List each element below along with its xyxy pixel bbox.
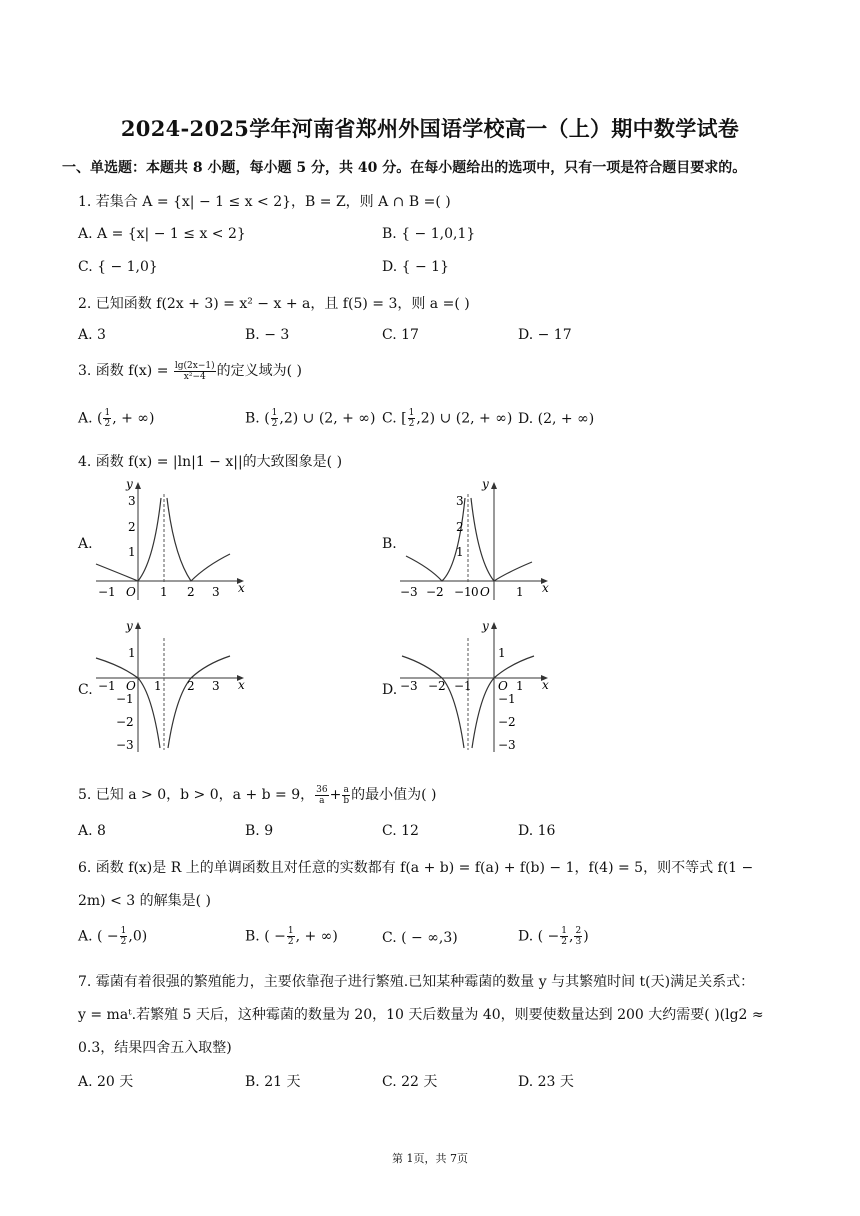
q4-option-d-label: D. [382,682,398,698]
frac-den: 2 [561,937,568,947]
tick-label: −1 [98,679,116,693]
tick-label: 2 [456,520,464,534]
tick-label: x [542,678,549,692]
q3-option-a [78,408,154,429]
tick-label: O [480,585,490,599]
q6-line1: 6. 函数 f(x)是 R 上的单调函数且对任意的实数都有 f(a + b) = f(a) + f(b) − 1，f(4) = 5，则不等式 f(1 − [78,860,754,876]
q7-option-b: B. 21 天 [245,1074,301,1090]
frac-num: 1 [271,408,278,418]
q3-b-pre: B. ( [245,410,270,427]
q6-line2: 2m) < 3 的解集是( ) [78,893,212,909]
q5-option-c: C. 12 [382,823,419,839]
q4-option-c-label: C. [78,682,93,698]
frac-den: b [343,795,350,806]
frac-den: 2 [408,419,415,429]
q6-option-c: C. ( − ∞,3) [382,930,458,946]
tick-label: 1 [498,646,506,660]
q1-option-d: D. { − 1} [382,259,449,275]
q6-d-pre: D. ( − [518,928,560,945]
tick-label: −3 [400,585,418,599]
q2-option-c: C. 17 [382,327,419,343]
tick-label: y [126,477,133,491]
tick-label: 2 [187,679,195,693]
frac-num: 36 [316,784,328,795]
q1-stem: 1. 若集合 A = {x| − 1 ≤ x < 2}，B = Z，则 A ∩ B =( ) [78,194,451,210]
graph-d [396,616,556,756]
tick-label: x [238,581,245,595]
q5-option-b: B. 9 [245,823,274,839]
q3-b-post: ,2) ∪ (2, + ∞) [279,410,376,427]
q4-option-a-label: A. [78,536,93,552]
q6-b-pre: B. ( − [245,928,286,945]
tick-label: −1 [98,585,116,599]
tick-label: 3 [128,494,136,508]
q1-option-a: A. A = {x| − 1 ≤ x < 2} [78,226,246,242]
frac-den: 2 [287,937,294,947]
q3-stem-pre: 3. 函数 f(x) = [78,363,173,379]
q5-stem-post: 的最小值为( ) [351,787,437,803]
tick-label: O [498,679,508,693]
tick-label: O [126,585,136,599]
q3-stem-post: 的定义域为( ) [216,363,302,379]
tick-label: −3 [498,738,516,752]
tick-label: O [126,679,136,693]
tick-label: y [482,477,489,491]
tick-label: y [482,619,489,633]
page-footer: 第 1页，共 7页 [392,1152,468,1165]
tick-label: 3 [456,494,464,508]
q2-option-b: B. − 3 [245,327,290,343]
tick-label: 1 [516,679,524,693]
tick-label: 1 [154,679,162,693]
tick-label: 1 [128,646,136,660]
q6-d-post: ) [583,928,589,945]
q5-option-a: A. 8 [78,823,106,839]
page-title: 2024-2025学年河南省郑州外国语学校高一（上）期中数学试卷 [120,116,740,141]
tick-label: 3 [212,679,220,693]
section-heading: 一、单选题：本题共 8 小题，每小题 5 分，共 40 分。在每小题给出的选项中，只有一项是符合题目要求的。 [62,160,747,176]
tick-label: −2 [116,715,134,729]
q3-stem [78,360,302,382]
graph-a [92,476,252,604]
q3-frac-den: x²−4 [183,371,206,382]
q6-option-a [78,926,147,947]
frac-num: 1 [287,926,294,936]
tick-label: 2 [128,520,136,534]
q2-stem: 2. 已知函数 f(2x + 3) = x² − x + a，且 f(5) = 3，则 a =( ) [78,296,470,312]
q3-c-post: ,2) ∪ (2, + ∞) [416,410,513,427]
q5-option-d: D. 16 [518,823,556,839]
tick-label: −2 [498,715,516,729]
q3-a-post: , + ∞) [112,410,155,427]
frac-num: 1 [408,408,415,418]
q6-b-post: , + ∞) [295,928,338,945]
tick-label: 1 [160,585,168,599]
q7-option-c: C. 22 天 [382,1074,438,1090]
q3-option-c [382,408,512,429]
q3-option-b [245,408,375,429]
tick-label: −3 [400,679,418,693]
tick-label: 3 [212,585,220,599]
q3-fraction [174,361,216,382]
tick-label: 1 [516,585,524,599]
tick-label: 0 [471,585,479,599]
q3-frac-num: lg(2x−1) [174,360,215,371]
plus-sign: + [329,787,342,803]
q5-stem-pre: 5. 已知 a > 0，b > 0，a + b = 9， [78,787,315,803]
q5-stem [78,784,436,806]
q2-option-a: A. 3 [78,327,106,343]
frac-num: 1 [120,926,127,936]
graph-b [396,476,556,604]
q4-stem: 4. 函数 f(x) = |ln|1 − x||的大致图象是( ) [78,454,343,470]
graph-c [92,616,252,756]
frac-den: 2 [120,937,127,947]
tick-label: −1 [116,692,134,706]
tick-label: y [126,619,133,633]
frac-den: 3 [575,937,582,947]
frac-num: 2 [575,926,582,936]
tick-label: 1 [456,545,464,559]
tick-label: −3 [116,738,134,752]
tick-label: x [238,678,245,692]
q1-option-c: C. { − 1,0} [78,259,158,275]
q7-option-d: D. 23 天 [518,1074,574,1090]
tick-label: x [542,581,549,595]
tick-label: −1 [498,692,516,706]
tick-label: −2 [426,585,444,599]
q6-d-mid: , [569,928,574,945]
tick-label: −1 [454,585,472,599]
q7-line3: 0.3，结果四舍五入取整) [78,1040,232,1056]
q3-option-d: D. (2, + ∞) [518,411,595,427]
q3-a-pre: A. ( [78,410,103,427]
tick-label: −2 [428,679,446,693]
q1-option-b: B. { − 1,0,1} [382,226,476,242]
q7-line2: y = maᵗ.若繁殖 5 天后，这种霉菌的数量为 20，10 天后数量为 40，则要使数量达到 200 大约需要( )(lg2 ≈ [78,1007,764,1023]
frac-den: a [319,795,325,806]
q6-a-pre: A. ( − [78,928,119,945]
q4-option-b-label: B. [382,536,397,552]
tick-label: −1 [454,679,472,693]
q6-option-d [518,926,589,947]
q7-line1: 7. 霉菌有着很强的繁殖能力，主要依靠孢子进行繁殖.已知某种霉菌的数量 y 与其繁殖时间 t(天)满足关系式： [78,974,755,990]
q7-option-a: A. 20 天 [78,1074,134,1090]
tick-label: 1 [128,545,136,559]
frac-num: 1 [561,926,568,936]
frac-num: a [343,784,349,795]
q6-option-b [245,926,338,947]
q3-c-pre: C. [ [382,410,407,427]
tick-label: 2 [187,585,195,599]
frac-den: 2 [104,419,111,429]
q6-a-post: ,0) [128,928,148,945]
q2-option-d: D. − 17 [518,327,572,343]
frac-den: 2 [271,419,278,429]
frac-num: 1 [104,408,111,418]
